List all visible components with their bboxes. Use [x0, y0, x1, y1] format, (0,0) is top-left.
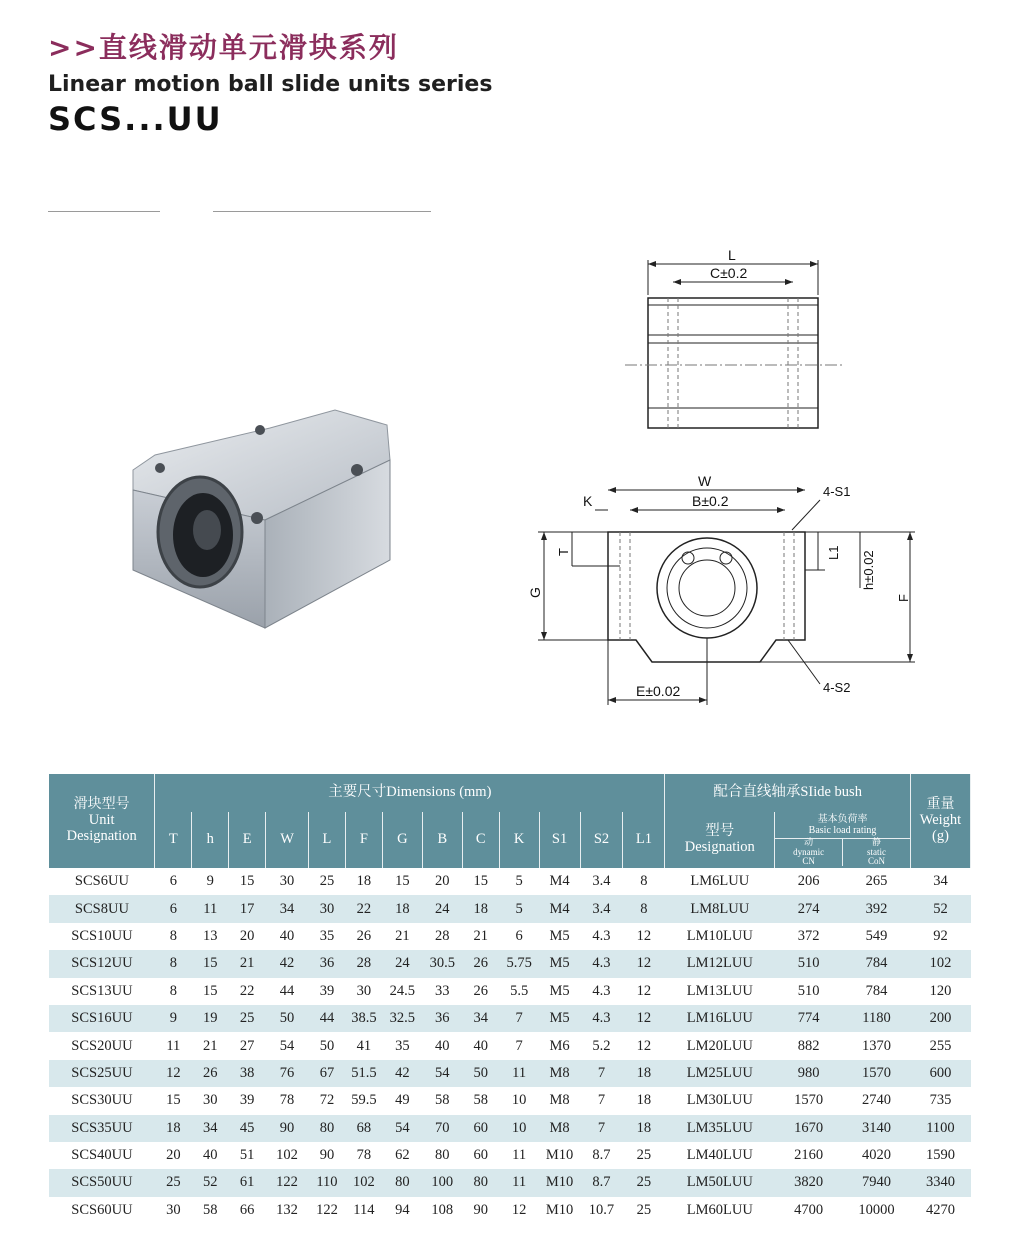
table-cell: 18	[623, 1060, 665, 1087]
page-title-en: Linear motion ball slide units series	[48, 72, 493, 97]
table-cell: 19	[192, 1005, 229, 1032]
table-cell: 4.3	[580, 1005, 623, 1032]
table-cell: 11	[499, 1060, 539, 1087]
table-cell: 44	[279, 982, 295, 999]
table-cell: 20	[239, 927, 255, 944]
table-cell: 54	[279, 1037, 295, 1054]
table-cell: 60	[473, 1147, 488, 1164]
table-cell: 15	[395, 873, 410, 890]
table-cell: 8.7	[580, 1169, 623, 1196]
table-cell: 3.4	[580, 895, 623, 922]
table-cell: 4020	[861, 1147, 891, 1164]
table-cell: 90	[266, 1115, 309, 1142]
table-cell: 6	[515, 927, 523, 944]
top-view-drawing	[610, 240, 860, 440]
table-cell: 25	[229, 1005, 266, 1032]
table-cell: 59.5	[351, 1092, 377, 1109]
header-static: 静 static CoN	[866, 838, 886, 866]
table-cell: 34	[266, 895, 309, 922]
table-cell: 15	[239, 873, 255, 890]
table-cell: 45	[229, 1115, 266, 1142]
table-cell: 80	[435, 1147, 450, 1164]
table-cell: 12	[636, 982, 652, 999]
model-series: SCS...UU	[48, 100, 223, 138]
table-cell: 52	[192, 1169, 229, 1196]
table-cell: M5	[539, 1005, 580, 1032]
table-row	[49, 1142, 971, 1169]
table-cell: 25	[623, 1169, 665, 1196]
table-cell: 12	[636, 927, 652, 944]
table-cell: 80	[308, 1115, 345, 1142]
table-cell: SCS25UU	[49, 1060, 155, 1087]
table-cell: 1100	[910, 1115, 970, 1142]
table-cell: 882	[797, 1037, 820, 1054]
table-cell: 4.3	[580, 950, 623, 977]
table-cell: 12	[636, 1037, 652, 1054]
table-cell: 40	[202, 1147, 218, 1164]
table-cell: M4	[539, 895, 580, 922]
table-row	[49, 923, 971, 950]
dim-C-label: C±0.2	[710, 265, 748, 281]
table-cell: 35	[395, 1037, 410, 1054]
table-cell: 265	[865, 873, 888, 890]
table-cell: SCS8UU	[49, 895, 155, 922]
table-cell: 20	[435, 873, 450, 890]
dim-G-label: G	[527, 587, 543, 598]
header-load-rating: 基本负荷率 Basic load rating 动 dynamic CN 静 static CoN	[775, 812, 911, 868]
table-cell: 5	[515, 873, 523, 890]
table-cell: 18	[462, 895, 499, 922]
table-cell: M5	[539, 950, 580, 977]
table-cell: 26	[462, 950, 499, 977]
table-cell: 102	[345, 1169, 382, 1196]
table-cell: 12	[623, 950, 665, 977]
dim-W-label: W	[698, 473, 712, 489]
table-cell: 25	[636, 1201, 652, 1218]
table-cell: 10.7	[588, 1201, 615, 1218]
table-cell: 255	[929, 1037, 952, 1054]
table-cell: 60	[462, 1115, 499, 1142]
table-cell: 54	[382, 1115, 422, 1142]
table-cell: 33	[435, 982, 450, 999]
table-cell: 200	[910, 1005, 970, 1032]
table-cell: 274	[775, 895, 843, 922]
table-cell: 52	[910, 895, 970, 922]
table-cell: 11	[512, 1147, 527, 1164]
table-cell: 372	[797, 927, 820, 944]
table-cell: 32.5	[382, 1005, 422, 1032]
table-cell: 76	[266, 1060, 309, 1087]
table-cell: 7940	[843, 1169, 911, 1196]
table-cell: 5.75	[499, 950, 539, 977]
table-cell: 50	[266, 1005, 309, 1032]
dim-L-label: L	[728, 247, 736, 263]
table-cell: SCS35UU	[49, 1115, 155, 1142]
table-cell: 30	[166, 1201, 181, 1218]
table-cell: M10	[545, 1201, 574, 1218]
col-header: L	[308, 812, 345, 868]
table-cell: 980	[775, 1060, 843, 1087]
table-cell: M8	[539, 1060, 580, 1087]
col-header: F	[345, 812, 382, 868]
table-cell: 21	[473, 927, 488, 944]
header-slide-bush: 配合直线轴承SIide bush	[665, 774, 911, 812]
col-header: T	[155, 812, 192, 868]
table-cell: 30	[356, 982, 372, 999]
table-cell: 9	[206, 873, 214, 890]
table-cell: 51	[239, 1147, 255, 1164]
table-cell: 11	[166, 1037, 181, 1054]
table-cell: 78	[279, 1092, 295, 1109]
table-cell: 784	[865, 982, 888, 999]
table-cell: 122	[266, 1169, 309, 1196]
table-cell: 102	[276, 1147, 298, 1164]
table-cell: 392	[843, 895, 911, 922]
table-cell: 26	[473, 982, 488, 999]
table-cell: 7	[580, 1060, 623, 1087]
table-cell: 1590	[925, 1147, 955, 1164]
table-cell: 94	[395, 1201, 410, 1218]
table-cell: 4700	[794, 1201, 824, 1218]
table-cell: 38.5	[345, 1005, 382, 1032]
table-cell: 120	[929, 982, 952, 999]
table-cell: 114	[353, 1201, 375, 1218]
table-cell: 51.5	[345, 1060, 382, 1087]
header-bush-designation: 型号 Designation	[665, 812, 775, 868]
table-cell: 27	[239, 1037, 255, 1054]
table-row	[49, 1032, 971, 1059]
col-header: C	[462, 812, 499, 868]
table-row	[49, 1060, 971, 1087]
table-cell: 24.5	[389, 982, 416, 999]
dim-T-label: T	[556, 548, 571, 556]
col-header: L1	[623, 812, 665, 868]
table-cell: 102	[910, 950, 970, 977]
table-cell: 13	[202, 927, 218, 944]
table-cell: 80	[462, 1169, 499, 1196]
table-cell: 11	[192, 895, 229, 922]
table-cell: 1570	[794, 1092, 824, 1109]
col-header: G	[382, 812, 422, 868]
table-cell: 70	[422, 1115, 462, 1142]
col-header: S2	[580, 812, 623, 868]
front-view-drawing	[520, 470, 911, 710]
table-cell: LM50LUU	[665, 1169, 775, 1196]
table-cell: SCS10UU	[71, 927, 133, 944]
table-cell: 25	[319, 873, 335, 890]
table-cell: 15	[166, 1092, 181, 1109]
table-cell: 58	[473, 1092, 488, 1109]
table-cell: 8	[169, 982, 177, 999]
table-cell: 4.3	[592, 927, 611, 944]
table-cell: 18	[636, 1092, 652, 1109]
dim-E-label: E±0.02	[636, 683, 681, 699]
divider-line	[213, 211, 431, 212]
table-row	[49, 1197, 971, 1224]
table-cell: 62	[395, 1147, 410, 1164]
table-cell: 30	[279, 873, 295, 890]
col-header: S1	[539, 812, 580, 868]
table-cell: 36	[422, 1005, 462, 1032]
table-cell: 30	[308, 895, 345, 922]
table-cell: LM25LUU	[665, 1060, 775, 1087]
header-dynamic: 动 dynamic CN	[775, 839, 843, 866]
table-cell: M10	[539, 1169, 580, 1196]
table-cell: 6	[155, 895, 192, 922]
dim-K-label: K	[583, 493, 593, 509]
header-dimensions: 主要尺寸Dimensions (mm)	[155, 774, 665, 812]
table-cell: 50	[319, 1037, 335, 1054]
table-cell: 24	[422, 895, 462, 922]
table-cell: 40	[279, 927, 295, 944]
table-cell: 8	[155, 950, 192, 977]
table-cell: 90	[319, 1147, 335, 1164]
table-cell: 774	[775, 1005, 843, 1032]
table-cell: 10000	[858, 1201, 895, 1218]
table-cell: 34	[933, 873, 948, 890]
table-cell: 30	[202, 1092, 218, 1109]
table-cell: 28	[435, 927, 450, 944]
table-cell: 41	[356, 1037, 372, 1054]
table-cell: 3340	[910, 1169, 970, 1196]
table-cell: 3820	[775, 1169, 843, 1196]
table-cell: 11	[499, 1169, 539, 1196]
table-cell: 26	[192, 1060, 229, 1087]
product-photo	[125, 400, 400, 635]
table-cell: SCS16UU	[49, 1005, 155, 1032]
table-cell: 8.7	[592, 1147, 611, 1164]
table-cell: 42	[382, 1060, 422, 1087]
table-cell: M5	[549, 982, 570, 999]
spec-table	[49, 774, 971, 1224]
table-cell: M6	[549, 1037, 570, 1054]
table-cell: 58	[435, 1092, 450, 1109]
header-unit-designation: 滑块型号 Unit Designation	[49, 774, 155, 868]
table-cell: 4270	[925, 1201, 955, 1218]
table-cell: 7	[580, 1115, 623, 1142]
table-row	[49, 868, 971, 895]
table-cell: 58	[202, 1201, 218, 1218]
table-cell: SCS13UU	[71, 982, 133, 999]
table-cell: LM30LUU	[686, 1092, 753, 1109]
table-row	[49, 1087, 971, 1114]
table-cell: M10	[545, 1147, 574, 1164]
table-cell: 510	[775, 950, 843, 977]
table-cell: 40	[473, 1037, 488, 1054]
table-cell: 36	[308, 950, 345, 977]
table-cell: 72	[319, 1092, 335, 1109]
table-cell: 26	[356, 927, 372, 944]
table-cell: 5.2	[592, 1037, 611, 1054]
table-row	[49, 1005, 971, 1032]
table-cell: 18	[382, 895, 422, 922]
table-cell: 28	[345, 950, 382, 977]
table-row	[49, 978, 971, 1005]
table-cell: 1670	[775, 1115, 843, 1142]
table-cell: SCS50UU	[49, 1169, 155, 1196]
table-cell: 735	[929, 1092, 952, 1109]
table-cell: M8	[549, 1092, 570, 1109]
table-cell: 122	[316, 1201, 338, 1218]
dim-L1-label: L1	[826, 545, 841, 560]
table-cell: SCS20UU	[71, 1037, 133, 1054]
table-cell: 30.5	[422, 950, 462, 977]
table-cell: 784	[843, 950, 911, 977]
header-weight: 重量 Weight (g)	[910, 774, 970, 868]
table-cell: 12	[511, 1201, 527, 1218]
table-cell: 24	[382, 950, 422, 977]
table-cell: 5.5	[510, 982, 529, 999]
table-cell: 66	[239, 1201, 255, 1218]
table-cell: 44	[308, 1005, 345, 1032]
col-header: W	[266, 812, 309, 868]
table-cell: 34	[192, 1115, 229, 1142]
table-cell: LM40LUU	[686, 1147, 753, 1164]
col-header: h	[192, 812, 229, 868]
table-cell: 40	[435, 1037, 450, 1054]
dim-B-label: B±0.2	[692, 493, 729, 509]
table-cell: 49	[395, 1092, 410, 1109]
table-cell: LM6LUU	[690, 873, 750, 890]
table-cell: 92	[933, 927, 948, 944]
table-cell: M4	[549, 873, 570, 890]
table-cell: 1370	[861, 1037, 891, 1054]
table-row	[49, 950, 971, 977]
table-cell: 600	[910, 1060, 970, 1087]
table-cell: 18	[356, 873, 372, 890]
table-cell: 1570	[843, 1060, 911, 1087]
table-cell: 25	[636, 1147, 652, 1164]
page-title-cn: >>直线滑动单元滑块系列	[48, 31, 399, 64]
spec-table-body	[49, 868, 971, 1224]
table-cell: 10	[499, 1115, 539, 1142]
table-cell: 8	[169, 927, 177, 944]
table-cell: 61	[229, 1169, 266, 1196]
table-row	[49, 895, 971, 922]
table-cell: 34	[462, 1005, 499, 1032]
table-cell: 80	[382, 1169, 422, 1196]
table-cell: 12	[155, 1060, 192, 1087]
table-cell: M5	[549, 927, 570, 944]
table-cell: SCS40UU	[71, 1147, 133, 1164]
table-cell: LM35LUU	[665, 1115, 775, 1142]
table-cell: 15	[202, 982, 218, 999]
table-cell: 15	[192, 950, 229, 977]
table-cell: LM10LUU	[686, 927, 753, 944]
table-cell: LM12LUU	[665, 950, 775, 977]
table-cell: 54	[422, 1060, 462, 1087]
table-cell: 8	[640, 873, 648, 890]
table-cell: LM16LUU	[665, 1005, 775, 1032]
table-cell: 39	[319, 982, 335, 999]
table-cell: M8	[539, 1115, 580, 1142]
table-cell: 35	[319, 927, 335, 944]
table-cell: 549	[865, 927, 888, 944]
table-cell: 110	[308, 1169, 345, 1196]
table-cell: 5	[499, 895, 539, 922]
table-cell: SCS30UU	[71, 1092, 133, 1109]
table-cell: 7	[597, 1092, 606, 1109]
table-cell: 25	[155, 1169, 192, 1196]
table-cell: LM13LUU	[686, 982, 753, 999]
table-cell: SCS60UU	[71, 1201, 133, 1218]
table-cell: 9	[155, 1005, 192, 1032]
table-cell: 18	[155, 1115, 192, 1142]
table-cell: 21	[229, 950, 266, 977]
table-cell: 20	[166, 1147, 181, 1164]
table-cell: 18	[623, 1115, 665, 1142]
table-cell: 7	[515, 1037, 523, 1054]
table-cell: SCS12UU	[49, 950, 155, 977]
table-row	[49, 1115, 971, 1142]
table-cell: 21	[202, 1037, 218, 1054]
table-cell: 10	[511, 1092, 527, 1109]
table-cell: 22	[345, 895, 382, 922]
table-cell: 510	[797, 982, 820, 999]
table-cell: LM8LUU	[665, 895, 775, 922]
table-cell: 108	[431, 1201, 454, 1218]
table-cell: 50	[462, 1060, 499, 1087]
table-cell: 132	[276, 1201, 298, 1218]
table-cell: 38	[229, 1060, 266, 1087]
table-cell: 6	[169, 873, 177, 890]
table-cell: 4.3	[592, 982, 611, 999]
table-cell: 7	[499, 1005, 539, 1032]
col-header: K	[499, 812, 539, 868]
table-cell: 12	[623, 1005, 665, 1032]
table-cell: 2160	[794, 1147, 824, 1164]
hole-S1-label: 4-S1	[823, 484, 851, 499]
table-cell: 67	[308, 1060, 345, 1087]
col-header: B	[422, 812, 462, 868]
table-cell: 78	[356, 1147, 372, 1164]
table-cell: LM60LUU	[686, 1201, 753, 1218]
table-cell: SCS6UU	[74, 873, 129, 890]
col-header: E	[229, 812, 266, 868]
table-cell: 39	[239, 1092, 255, 1109]
table-cell: 3.4	[592, 873, 611, 890]
table-cell: LM20LUU	[686, 1037, 753, 1054]
hole-S2-label: 4-S2	[823, 680, 851, 695]
table-cell: 206	[797, 873, 820, 890]
table-cell: 3140	[843, 1115, 911, 1142]
table-cell: 2740	[861, 1092, 891, 1109]
table-cell: 22	[239, 982, 255, 999]
table-cell: 21	[395, 927, 410, 944]
table-cell: 42	[266, 950, 309, 977]
table-cell: 100	[422, 1169, 462, 1196]
table-cell: 1180	[843, 1005, 911, 1032]
table-cell: 15	[473, 873, 488, 890]
table-cell: 68	[345, 1115, 382, 1142]
table-cell: 90	[473, 1201, 488, 1218]
dim-h-label: h±0.02	[861, 550, 876, 590]
table-cell: 17	[229, 895, 266, 922]
dim-F-label: F	[896, 594, 911, 602]
divider-line	[48, 211, 160, 212]
table-cell: 8	[623, 895, 665, 922]
table-row	[49, 1169, 971, 1196]
